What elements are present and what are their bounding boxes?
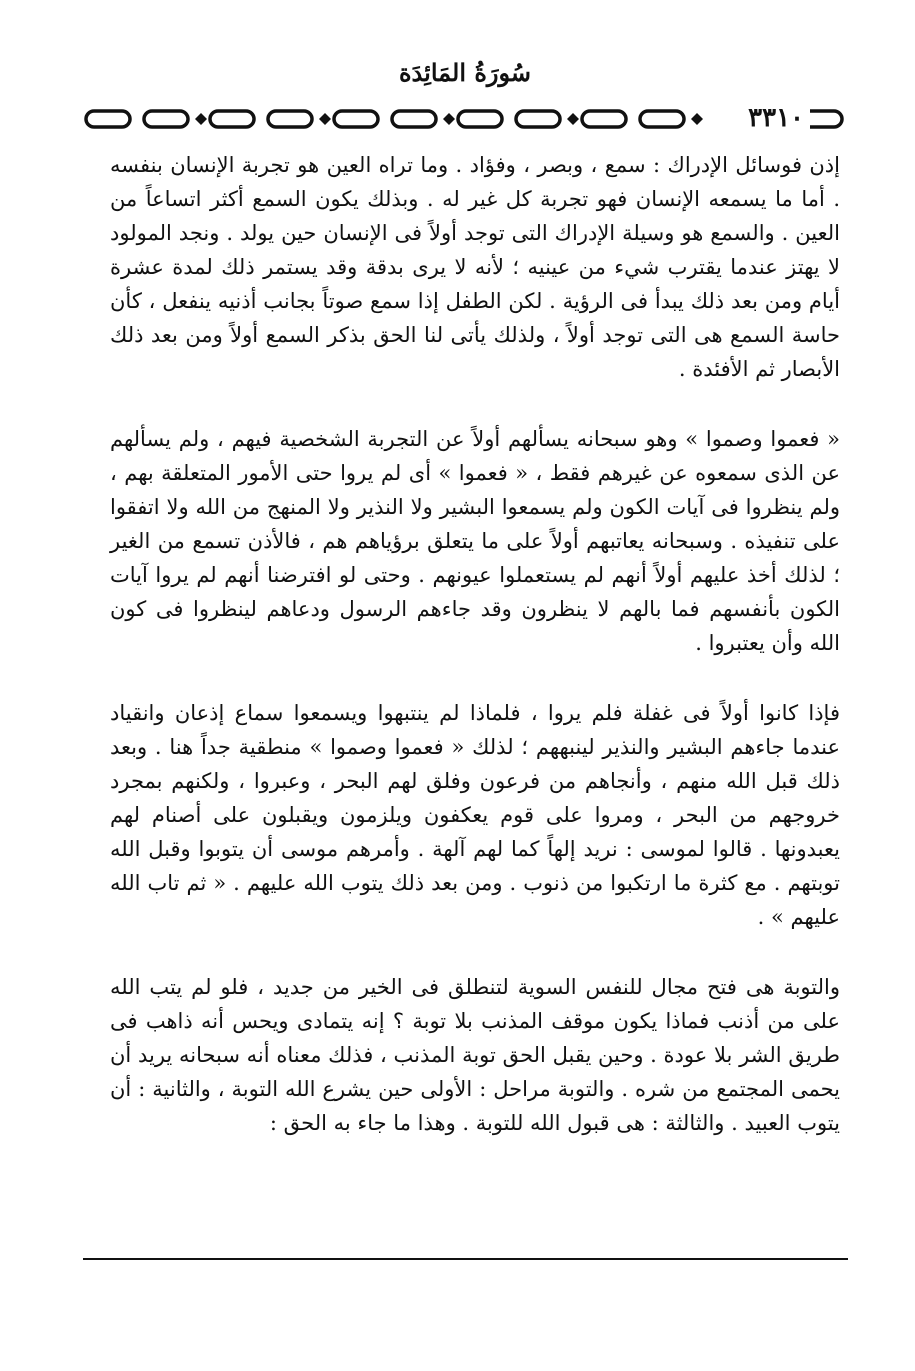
page-header [80, 52, 850, 132]
ornament-link [144, 111, 188, 127]
ornament-link [392, 111, 436, 127]
ornament-link [640, 111, 684, 127]
ornament-link [516, 111, 560, 127]
surah-title: سُورَةُ المَائِدَة [398, 58, 532, 87]
paragraph: فإذا كانوا أولاً فى غفلة فلم يروا ، فلماذا لم ينتبهوا ويسمعوا سماع إذعان وانقياد عندما جاءهم البشير والنذير لينبههم ؛ لذلك « فعموا وصموا » منطقية جداً هنا . وبعد ذلك قبل الله منهم ، وأنجاهم من فرعون وفلق لهم البحر ، وعبروا ، ولكنهم بمجرد خروجهم من البحر ، ومروا على قوم يعكفون ويلزمون ويقبلون على أصنام لهم يعبدونها . قالوا لموسى : نريد إلهاً كما لهم آلهة . وأمرهم موسى أن يتوبوا وقبل الله توبتهم . مع كثرة ما ارتكبوا من ذنوب . ومن بعد ذلك يتوب الله عليهم . « ثم تاب الله عليهم » . [110, 701, 840, 929]
ornament-link [86, 111, 130, 127]
ornament-diamond [195, 113, 207, 125]
footer-divider [83, 1258, 848, 1260]
ornament-border [80, 106, 850, 132]
paragraph: والتوبة هى فتح مجال للنفس السوية لتنطلق فى الخير من جديد ، فلو لم يتب الله على من أذنب فماذا يكون موقف المذنب بلا توبة ؟ إنه يتمادى ويحس أنه ذاهب فى طريق الشر بلا عودة . وحين يقبل الحق توبة المذنب ، فذلك معناه أنه سبحانه يريد أن يحمى المجتمع من شره . والتوبة مراحل : الأولى حين يشرع الله التوبة ، والثانية : أن يتوب العبيد . والثالثة : هى قبول الله للتوبة . وهذا ما جاء به الحق : [110, 975, 840, 1135]
page-number: ٣٣١٠ [742, 100, 810, 136]
ornament-diamond [567, 113, 579, 125]
ornament-diamond [691, 113, 703, 125]
ornament-link [268, 111, 312, 127]
ornament-link [582, 111, 626, 127]
paragraph: إذن فوسائل الإدراك : سمع ، وبصر ، وفؤاد . وما تراه العين هو تجربة الإنسان بنفسه . أما ما يسمعه الإنسان فهو تجربة كل غير له . وبذلك يكون السمع أكثر اتساعاً من العين . والسمع هو وسيلة الإدراك التى توجد أولاً فى الإنسان حين يولد . ونجد المولود لا يهتز عندما يقترب شيء من عينيه ؛ لأنه لا يرى بدقة وقد يستمر ذلك لمدة عشرة أيام ومن بعد ذلك يبدأ فى الرؤية . لكن الطفل إذا سمع صوتاً بجانب أذنيه ينفعل ، كأن حاسة السمع هى التى توجد أولاً ، ولذلك يأتى لنا الحق بذكر السمع أولاً ومن بعد ذلك الأبصار ثم الأفئدة . [110, 153, 840, 381]
ornament-link [210, 111, 254, 127]
paragraph: « فعموا وصموا » وهو سبحانه يسألهم أولاً عن التجربة الشخصية فيهم ، ولم يسألهم عن الذى سمعوه عن غيرهم فقط ، « فعموا » أى لم يروا حتى الأمور المتعلقة بهم ، ولم ينظروا فى آيات الكون ولم يسمعوا البشير ولا النذير ولا المنهج من الله ولا اتفقوا على تنفيذه . وسبحانه يعاتبهم أولاً على ما يتعلق برؤياهم هم ، فالأذن تسمع من الغير ؛ لذلك أخذ عليهم أولاً أنهم لم يستعملوا عيونهم . وحتى لو افترضنا أنهم لم يروا آيات الكون بأنفسهم فما بالهم لا ينظرون وقد جاءهم الرسول ودعاهم لينظروا فى كون الله وأن يعتبروا . [110, 427, 840, 655]
ornament-link [334, 111, 378, 127]
ornament-diamond [443, 113, 455, 125]
ornament-diamond [319, 113, 331, 125]
ornament-link [458, 111, 502, 127]
body-text [110, 148, 840, 1140]
